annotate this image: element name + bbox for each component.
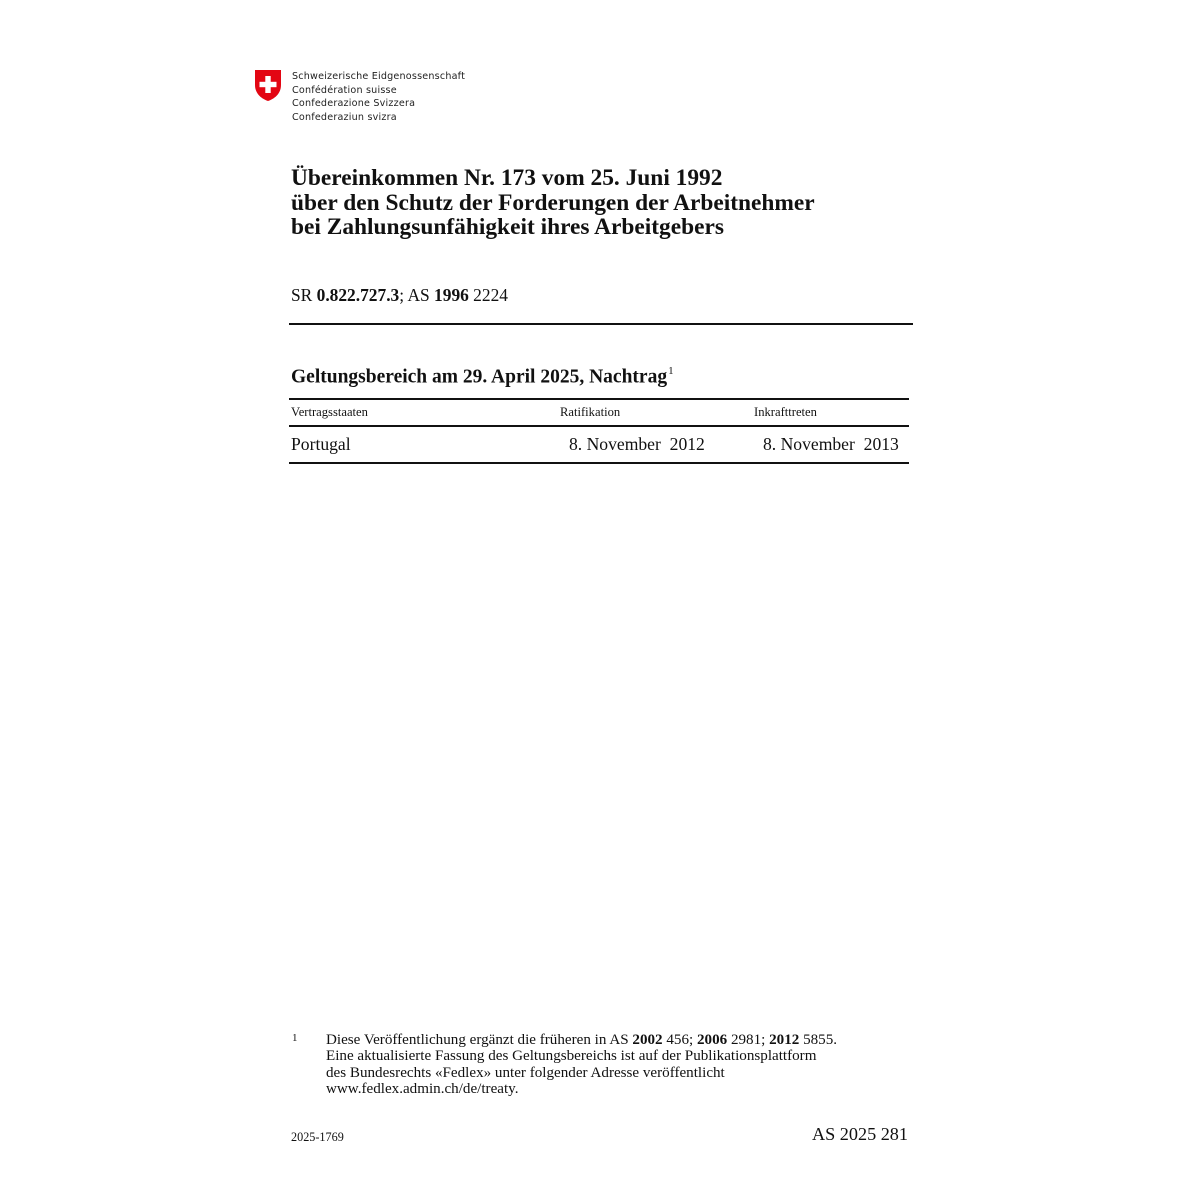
scope-heading-text: Geltungsbereich am 29. April 2025, Nachtrag [291,366,668,388]
column-header-entry-into-force: Inkrafttreten [754,405,817,419]
as-page: 2224 [468,285,508,305]
table-cell-state: Portugal [291,434,351,454]
footnote-number: 1 [292,1032,298,1044]
footnote-marker: 1 [668,365,674,377]
document-title [291,166,815,240]
table-header-rule [289,425,909,427]
title-line: Übereinkommen Nr. 173 vom 25. Juni 1992 [291,165,723,191]
as-year: 1996 [434,285,469,305]
sr-prefix: SR [291,285,317,305]
sr-number: 0.822.727.3 [316,285,400,305]
footnote-line: des Bundesrechts «Fedlex» unter folgender Adresse veröffentlicht [326,1064,725,1081]
column-header-states: Vertragsstaaten [291,405,368,419]
table-cell-ratification: 8. November 2012 [569,434,705,454]
as-separator: ; AS [399,285,435,305]
confederation-name-fr: Confédération suisse [292,84,397,96]
table-cell-entry-into-force: 8. November 2013 [763,434,899,454]
footnote-line: Diese Veröffentlichung ergänzt die früheren in AS 2002 456; 2006 2981; 2012 5855. [326,1032,838,1048]
confederation-name-de: Schweizerische Eidgenossenschaft [292,71,466,82]
confederation-names [292,70,465,124]
title-line: über den Schutz der Forderungen der Arbeitnehmer [291,189,815,216]
table-bottom-rule [289,462,909,464]
document-id: 2025-1769 [291,1130,344,1144]
header-divider [289,323,913,325]
footnote-text [326,1032,837,1097]
official-reference: AS 2025 281 [812,1124,908,1144]
table-top-rule [289,398,909,400]
scope-heading [291,360,674,390]
footnote-url[interactable]: www.fedlex.admin.ch/de/treaty. [326,1080,519,1097]
confederation-name-rm: Confederaziun svizra [292,111,397,123]
swiss-coat-of-arms-icon [253,69,283,102]
column-header-ratification: Ratifikation [560,405,621,419]
sr-reference [291,284,508,306]
confederation-name-it: Confederazione Svizzera [292,98,416,109]
title-line: bei Zahlungsunfähigkeit ihres Arbeitgebers [291,214,725,240]
footnote-line: Eine aktualisierte Fassung des Geltungsbereichs ist auf der Publikationsplattform [326,1048,817,1065]
